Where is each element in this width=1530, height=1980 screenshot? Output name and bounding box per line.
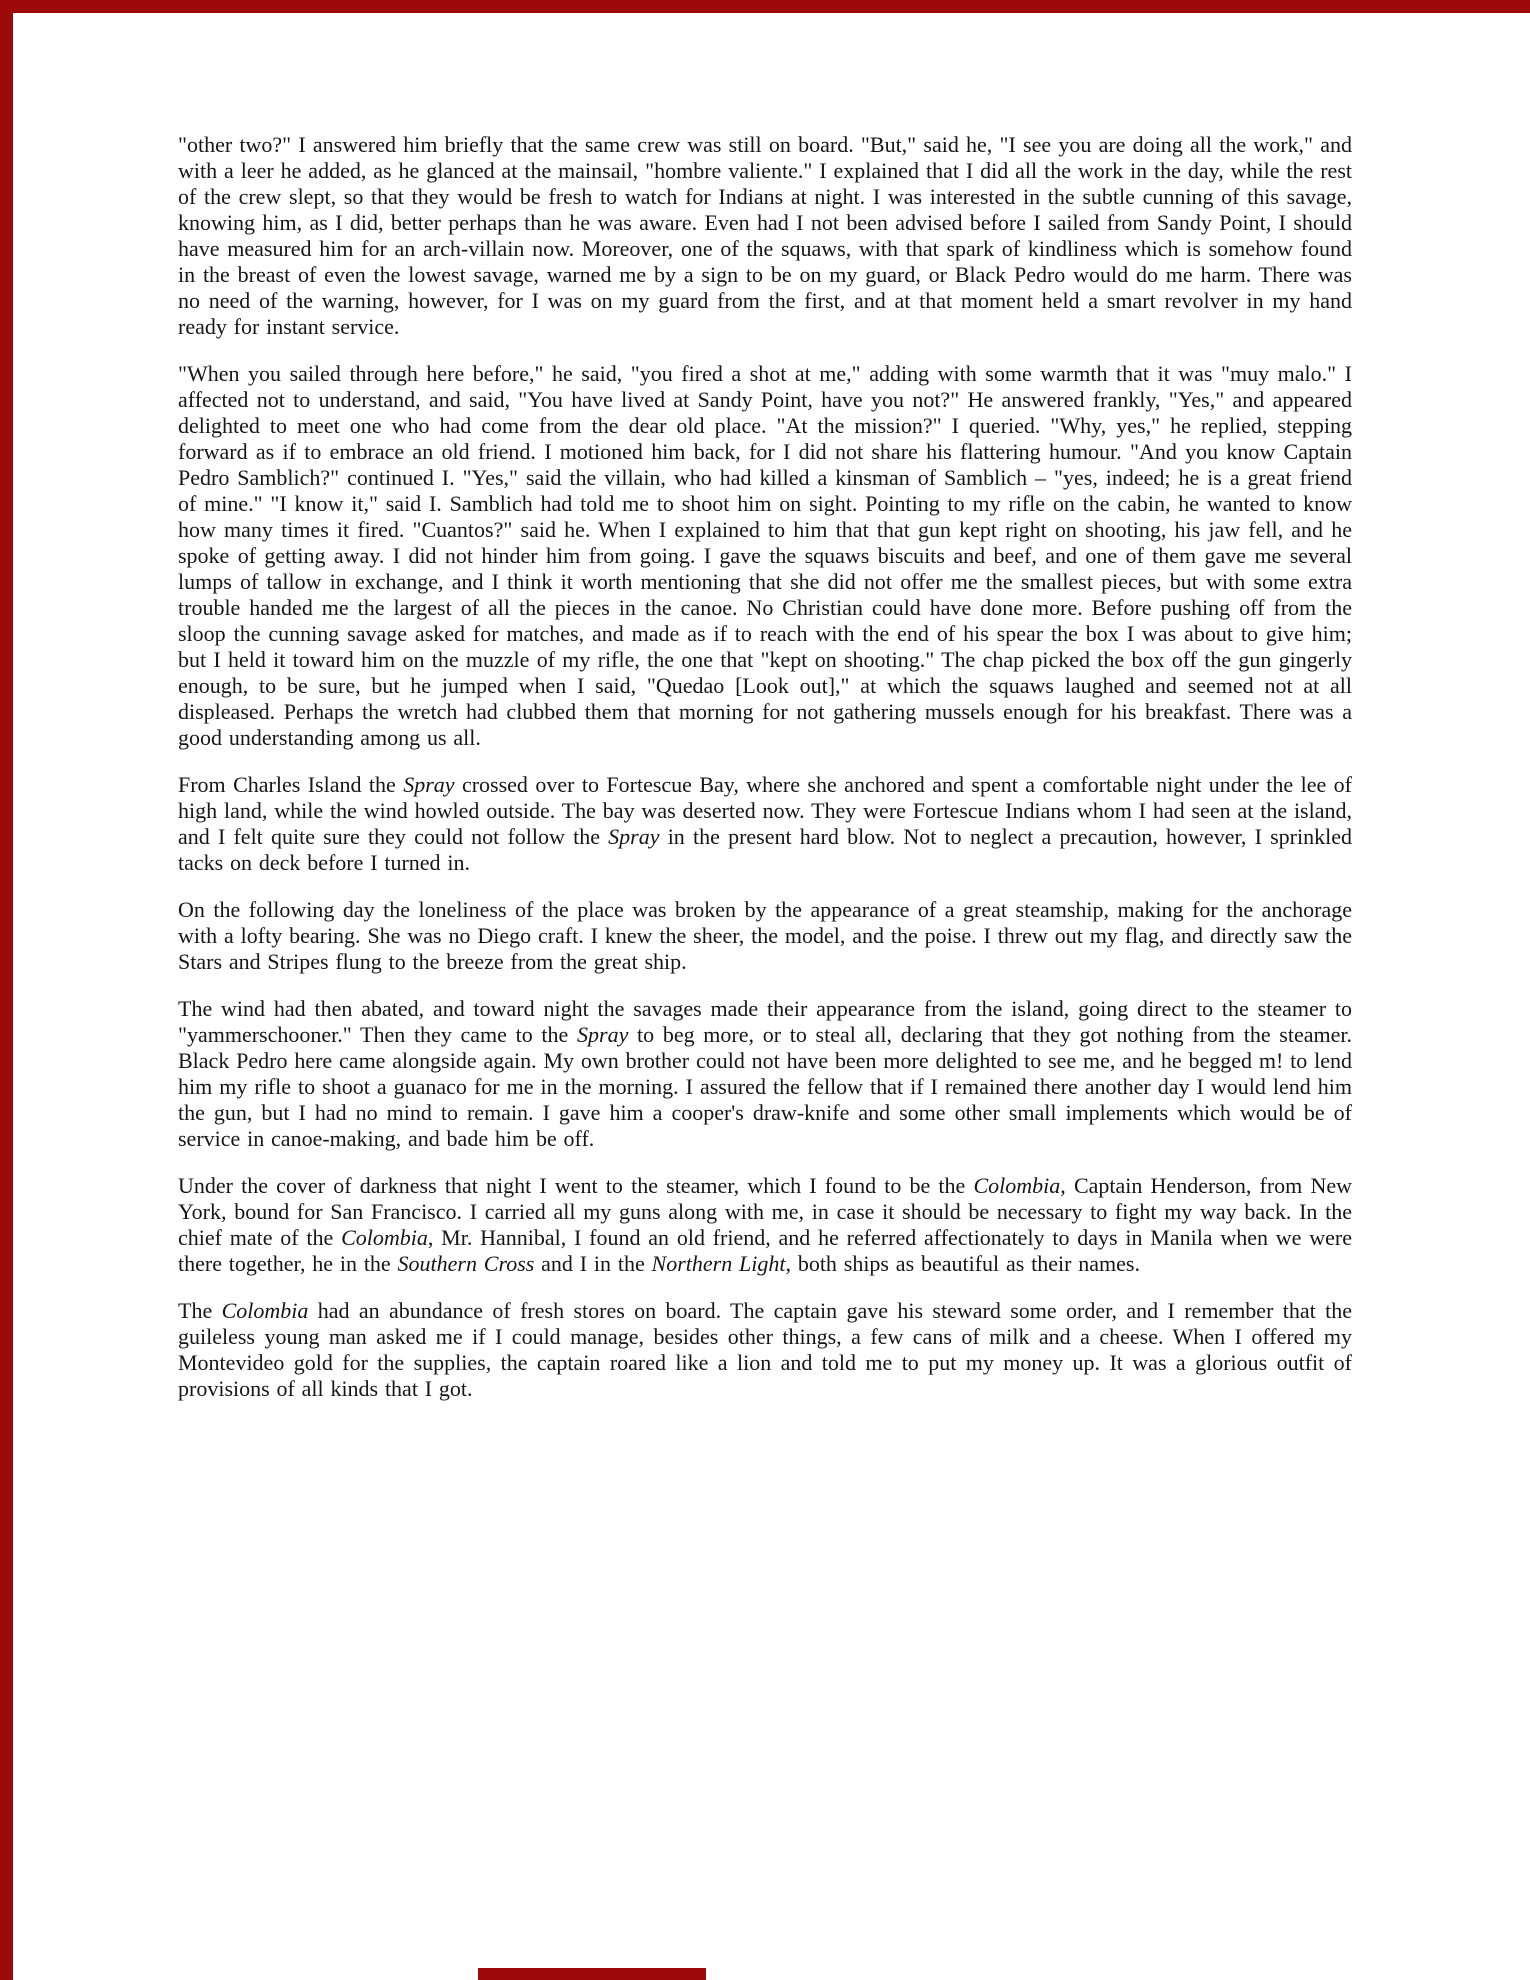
text-run: crossed over to Fortescue Bay, where she anchored and spent a comfortable night under the lee of high land, while the wind howled outside. The bay was deserted now. They were Fortescue Indians whom I had seen at the island, and I felt quite sure they could not follow the bbox=[178, 772, 1352, 849]
paragraph-7 bbox=[178, 1298, 1352, 1402]
italic-text-run: Colombia bbox=[973, 1173, 1061, 1198]
paragraph-1 bbox=[178, 132, 1352, 340]
italic-text-run: Colombia bbox=[221, 1298, 309, 1323]
text-run: Under the cover of darkness that night I went to the steamer, which I found to be the bbox=[178, 1173, 974, 1198]
paragraph-6 bbox=[178, 1173, 1352, 1277]
page-edge-left bbox=[0, 0, 13, 1980]
paragraph-2 bbox=[178, 361, 1352, 751]
italic-text-run: Spray bbox=[403, 772, 455, 797]
text-run: The wind had then abated, and toward night the savages made their appearance from the island, going direct to the steamer to "yammerschooner." Then they came to the bbox=[178, 996, 1352, 1047]
italic-text-run: Spray bbox=[577, 1022, 629, 1047]
text-run: in the present hard blow. Not to neglect a precaution, however, I sprinkled tacks on deck before I turned in. bbox=[178, 824, 1352, 875]
page-edge-bottom bbox=[478, 1968, 706, 1980]
text-run: From Charles Island the bbox=[178, 772, 404, 797]
italic-text-run: Spray bbox=[608, 824, 660, 849]
text-run: On the following day the loneliness of the place was broken by the appearance of a great steamship, making for the anchorage with a lofty bearing. She was no Diego craft. I knew the sheer, the model, and the poise. I threw out my flag, and directly saw the Stars and Stripes flung to the breeze from the great ship. bbox=[178, 897, 1352, 974]
text-run: , Mr. Hannibal, I found an old friend, and he referred affectionately to days in Manila when we were there together, he in the bbox=[178, 1225, 1352, 1276]
italic-text-run: Southern Cross bbox=[397, 1251, 535, 1276]
text-run: to beg more, or to steal all, declaring that they got nothing from the steamer. Black Pedro here came alongside again. My own brother could not have been more delighted to see me, and he begged m! to lend him my rifle to shoot a guanaco for me in the morning. I assured the fellow that if I remained there another day I would lend him the gun, but I had no mind to remain. I gave him a cooper's draw-knife and some other small implements which would be of service in canoe-making, and bade him be off. bbox=[178, 1022, 1352, 1151]
text-run: had an abundance of fresh stores on board. The captain gave his steward some order, and I remember that the guileless young man asked me if I could manage, besides other things, a few cans of milk and a cheese. When I offered my Montevideo gold for the supplies, the captain roared like a lion and told me to put my money up. It was a glorious outfit of provisions of all kinds that I got. bbox=[178, 1298, 1352, 1401]
italic-text-run: Northern Light bbox=[651, 1251, 786, 1276]
text-run: "other two?" I answered him briefly that the same crew was still on board. "But," said he, "I see you are doing all the work," and with a leer he added, as he glanced at the mainsail, "hombre valiente." I explained that I did all the work in the day, while the rest of the crew slept, so that they would be fresh to watch for Indians at night. I was interested in the subtle cunning of this savage, knowing him, as I did, better perhaps than he was aware. Even had I not been advised before I sailed from Sandy Point, I should have measured him for an arch-villain now. Moreover, one of the squaws, with that spark of kindliness which is somehow found in the breast of even the lowest savage, warned me by a sign to be on my guard, or Black Pedro would do me harm. There was no need of the warning, however, for I was on my guard from the first, and at that moment held a smart revolver in my hand ready for instant service. bbox=[178, 132, 1352, 339]
paragraph-5 bbox=[178, 996, 1352, 1152]
italic-text-run: Colombia bbox=[341, 1225, 428, 1250]
text-run: "When you sailed through here before," he said, "you fired a shot at me," adding with some warmth that it was "muy malo." I affected not to understand, and said, "You have lived at Sandy Point, have you not?" He answered frankly, "Yes," and appeared delighted to meet one who had come from the dear old place. "At the mission?" I queried. "Why, yes," he replied, stepping forward as if to embrace an old friend. I motioned him back, for I did not share his flattering humour. "And you know Captain Pedro Samblich?" continued I. "Yes," said the villain, who had killed a kinsman of Samblich – "yes, indeed; he is a great friend of mine." "I know it," said I. Samblich had told me to shoot him on sight. Pointing to my rifle on the cabin, he wanted to know how many times it fired. "Cuantos?" said he. When I explained to him that that gun kept right on shooting, his jaw fell, and he spoke of getting away. I did not hinder him from going. I gave the squaws biscuits and beef, and one of them gave me several lumps of tallow in exchange, and I think it worth mentioning that she did not offer me the smallest pieces, but with some extra trouble handed me the largest of all the pieces in the canoe. No Christian could have done more. Before pushing off from the sloop the cunning savage asked for matches, and made as if to reach with the end of his spear the box I was about to give him; but I held it toward him on the muzzle of my rifle, the one that "kept on shooting." The chap picked the box off the gun gingerly enough, to be sure, but he jumped when I said, "Quedao [Look out]," at which the squaws laughed and seemed not at all displeased. Perhaps the wretch had clubbed them that morning for not gathering mussels enough for his breakfast. There was a good understanding among us all. bbox=[178, 361, 1352, 750]
text-column bbox=[178, 132, 1352, 1423]
text-run: , Captain Henderson, from New York, bound for San Francisco. I carried all my guns along with me, in case it should be necessary to fight my way back. In the chief mate of the bbox=[178, 1173, 1352, 1250]
paragraph-3 bbox=[178, 772, 1352, 876]
text-run: , both ships as beautiful as their names. bbox=[785, 1251, 1140, 1276]
paragraph-4 bbox=[178, 897, 1352, 975]
page-edge-top bbox=[0, 0, 1530, 13]
text-run: The bbox=[178, 1298, 222, 1323]
text-run: and I in the bbox=[534, 1251, 652, 1276]
